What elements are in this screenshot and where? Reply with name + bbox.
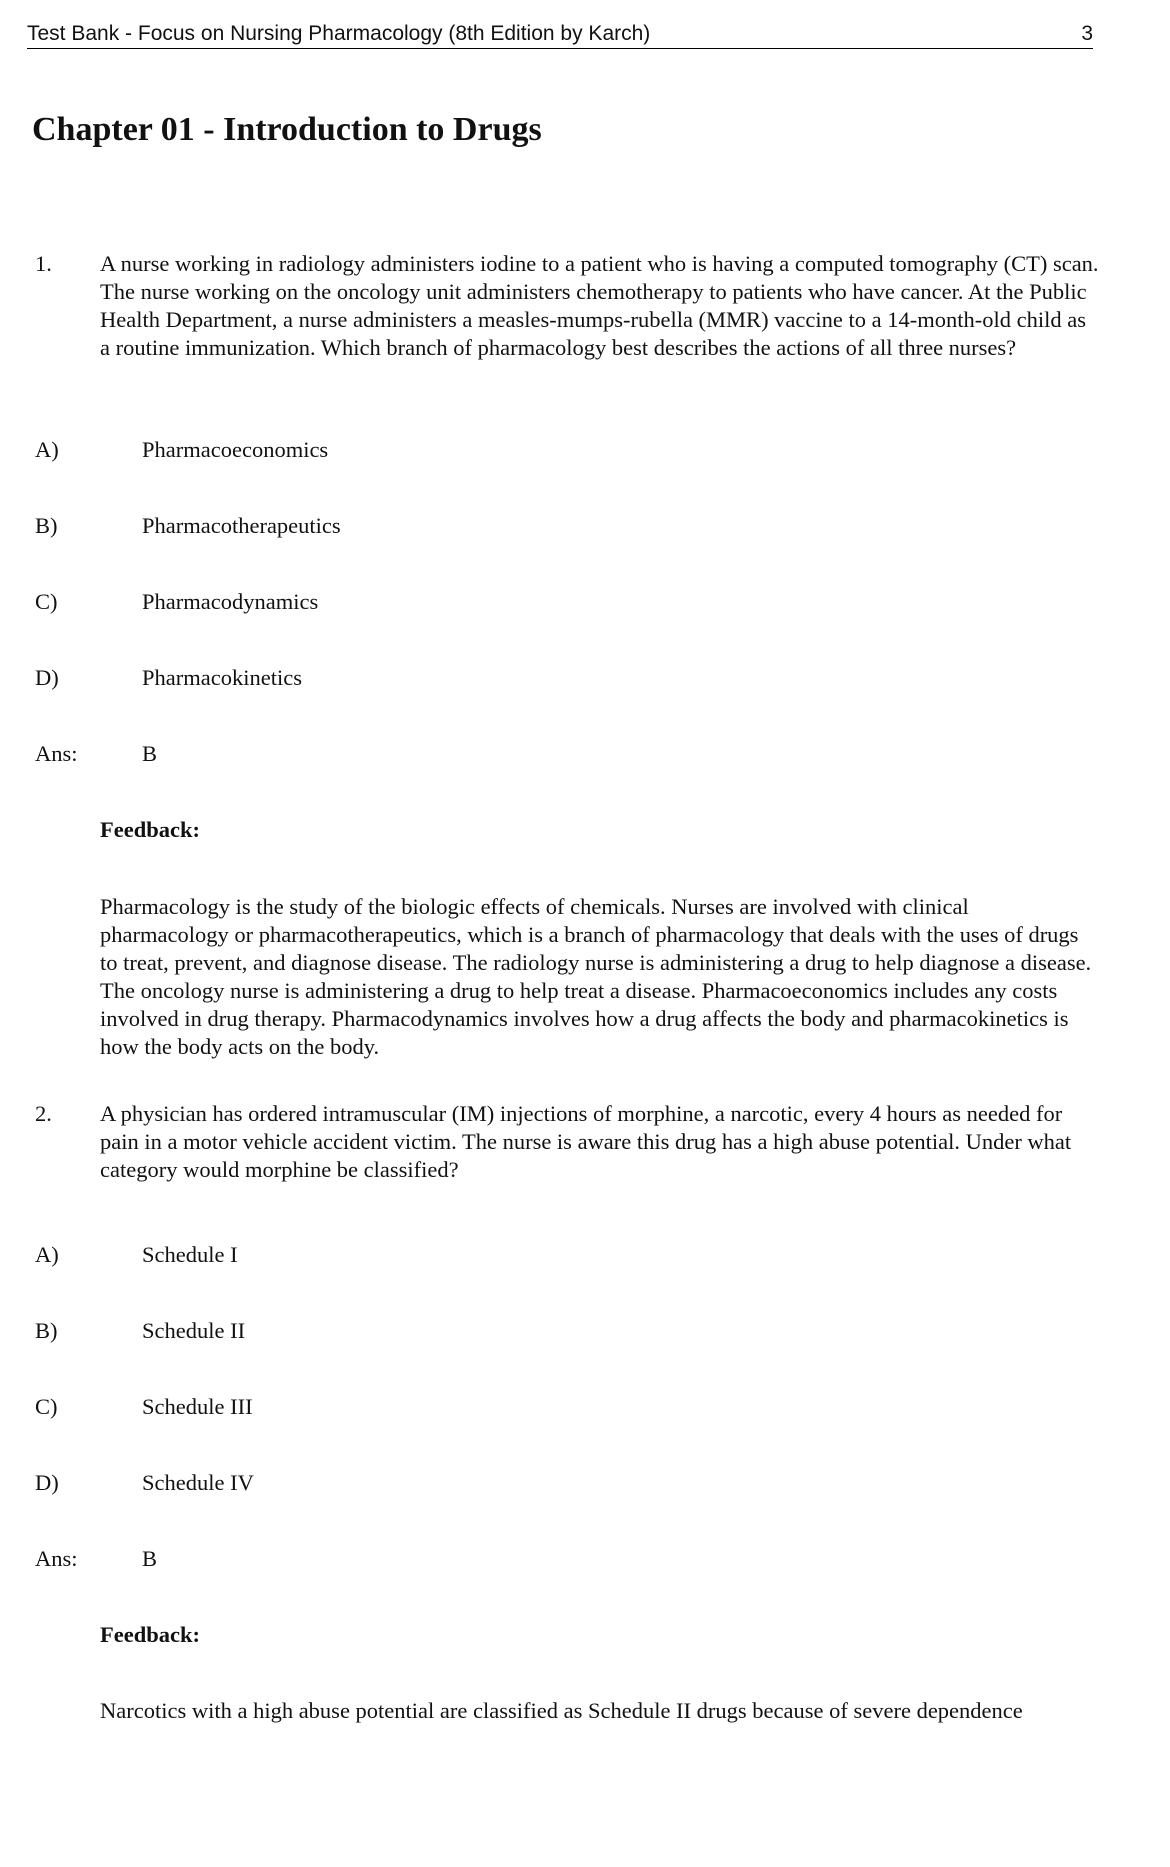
answer-label: Ans: (35, 741, 78, 766)
page-header (27, 20, 1093, 49)
option-text: Schedule II (142, 1318, 246, 1343)
answer-label: Ans: (35, 1546, 78, 1571)
option-letter: A) (35, 1242, 59, 1267)
question-text: A physician has ordered intramuscular (IM) injections of morphine, a narcotic, every 4 hours as needed for pain in a motor vehicle accident victim. The nurse is aware this drug has a high abuse potential. Under what category would morphine be classified? (100, 1101, 1072, 1182)
option-letter: C) (35, 589, 58, 614)
feedback-text: Narcotics with a high abuse potential are classified as Schedule II drugs because of severe dependence (100, 1698, 1023, 1723)
feedback-label: Feedback: (100, 817, 200, 842)
answer-value: B (142, 741, 158, 766)
option-text: Pharmacokinetics (142, 665, 302, 690)
option-text: Pharmacodynamics (142, 589, 319, 614)
header-title: Test Bank - Focus on Nursing Pharmacology (8th Edition by Karch) (27, 22, 651, 45)
answer-value: B (142, 1546, 158, 1571)
option-text: Schedule I (142, 1242, 238, 1267)
question-number: 2. (35, 1101, 52, 1126)
option-letter: B) (35, 1318, 58, 1343)
question-text: A nurse working in radiology administers iodine to a patient who is having a computed tomography (CT) scan. The nurse working on the oncology unit administers chemotherapy to patients who have cancer. At the Public Health Department, a nurse administers a measles-mumps-rubella (MMR) vaccine to a 14-month-old child as a routine immunization. Which branch of pharmacology best describes the actions of all three nurses? (100, 251, 1099, 360)
chapter-title: Chapter 01 - Introduction to Drugs (32, 111, 542, 148)
option-letter: D) (35, 665, 59, 690)
option-text: Pharmacotherapeutics (142, 513, 341, 538)
option-letter: B) (35, 513, 58, 538)
option-letter: D) (35, 1470, 59, 1495)
question-number: 1. (35, 251, 52, 276)
header-page-number: 3 (1081, 22, 1093, 45)
option-text: Schedule IV (142, 1470, 254, 1495)
option-text: Pharmacoeconomics (142, 437, 329, 462)
option-text: Schedule III (142, 1394, 253, 1419)
option-letter: C) (35, 1394, 58, 1419)
option-letter: A) (35, 437, 59, 462)
feedback-label: Feedback: (100, 1622, 200, 1647)
feedback-text: Pharmacology is the study of the biologic effects of chemicals. Nurses are involved with clinical pharmacology or pharmacotherapeutics, which is a branch of pharmacology that deals with the uses of drugs to treat, prevent, and diagnose disease. The radiology nurse is administering a drug to help diagnose a disease. The oncology nurse is administering a drug to help treat a disease. Pharmacoeconomics includes any costs involved in drug therapy. Pharmacodynamics involves how a drug affects the body and pharmacokinetics is how the body acts on the body. (100, 894, 1092, 1059)
